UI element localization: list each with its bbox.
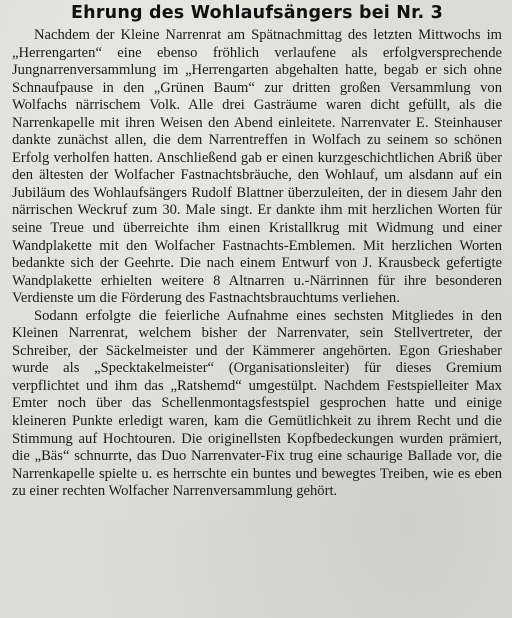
article-paragraph-1: Nachdem der Kleine Narrenrat am Spätnachmittag des letzten Mittwochs im „Herrengarten“ eine ebenso fröhlich verlaufene als erfolgversprechende Jungnarrenversammlung im „Herrengarten abgehalten hatte, begab er sich ohne Schnaufpause in den „Grünen Baum“ zur dritten großen Versammlung von Wolfachs närrischem Volk. Alle drei Gasträume waren dicht gefüllt, als die Narrenkapelle mit ihren Weisen den Abend einleitete. Narrenvater E. Steinhauser dankte zunächst allen, die dem Narrentreffen in Wolfach zu seinem so schönen Erfolg verholfen hatten. Anschließend gab er einen kurzgeschichtlichen Abriß über den ältesten der Wolfacher Fastnachtsbräuche, den Wohlauf, um alsdann auf ein Jubiläum des Wohlaufsängers Rudolf Blattner überzuleiten, der in diesem Jahr den närrischen Weckruf zum 30. Male singt. Er dankte ihm mit herzlichen Worten für seine Treue und überreichte ihm einen Kristallkrug mit Widmung und einer Wandplakette mit den Wolfacher Fastnachts-Emblemen. Mit herzlichen Worten bedankte sich der Geehrte. Die nach einem Entwurf von J. Krausbeck gefertigte Wandplakette erhielten weitere 8 Altnarren u.-Närrinnen für ihre besonderen Verdienste um die Förderung des Fastnachtsbrauchtums verliehen. [12, 27, 502, 307]
article-paragraph-2: Sodann erfolgte die feierliche Aufnahme eines sechsten Mitgliedes in den Kleinen Narrenrat, welchem bisher der Narrenvater, sein Stellvertreter, der Schreiber, der Säckelmeister und der Kämmerer angehörten. Egon Grieshaber wurde als „Specktakelmeister“ (Organisationsleiter) für dieses Gremium verpflichtet und ihm das „Ratshemd“ umgestülpt. Nachdem Festspielleiter Max Emter noch über das Schellenmontagsfestspiel gesprochen hatte und einige kleineren Punkte erledigt waren, kam die Gemütlichkeit zu ihrem Recht und die Stimmung auf Hochtouren. Die originellsten Kopfbedeckungen wurden prämiert, die „Bäs“ schnurrte, das Duo Narrenvater-Fix trug eine schaurige Ballade vor, die Narrenkapelle spielte u. es herrschte ein buntes und bewegtes Treiben, wie es eben zu einer rechten Wolfacher Narrenversammlung gehört. [12, 307, 502, 500]
article-body [12, 27, 502, 501]
article-headline: Ehrung des Wohlaufsängers bei Nr. 3 [71, 3, 443, 23]
